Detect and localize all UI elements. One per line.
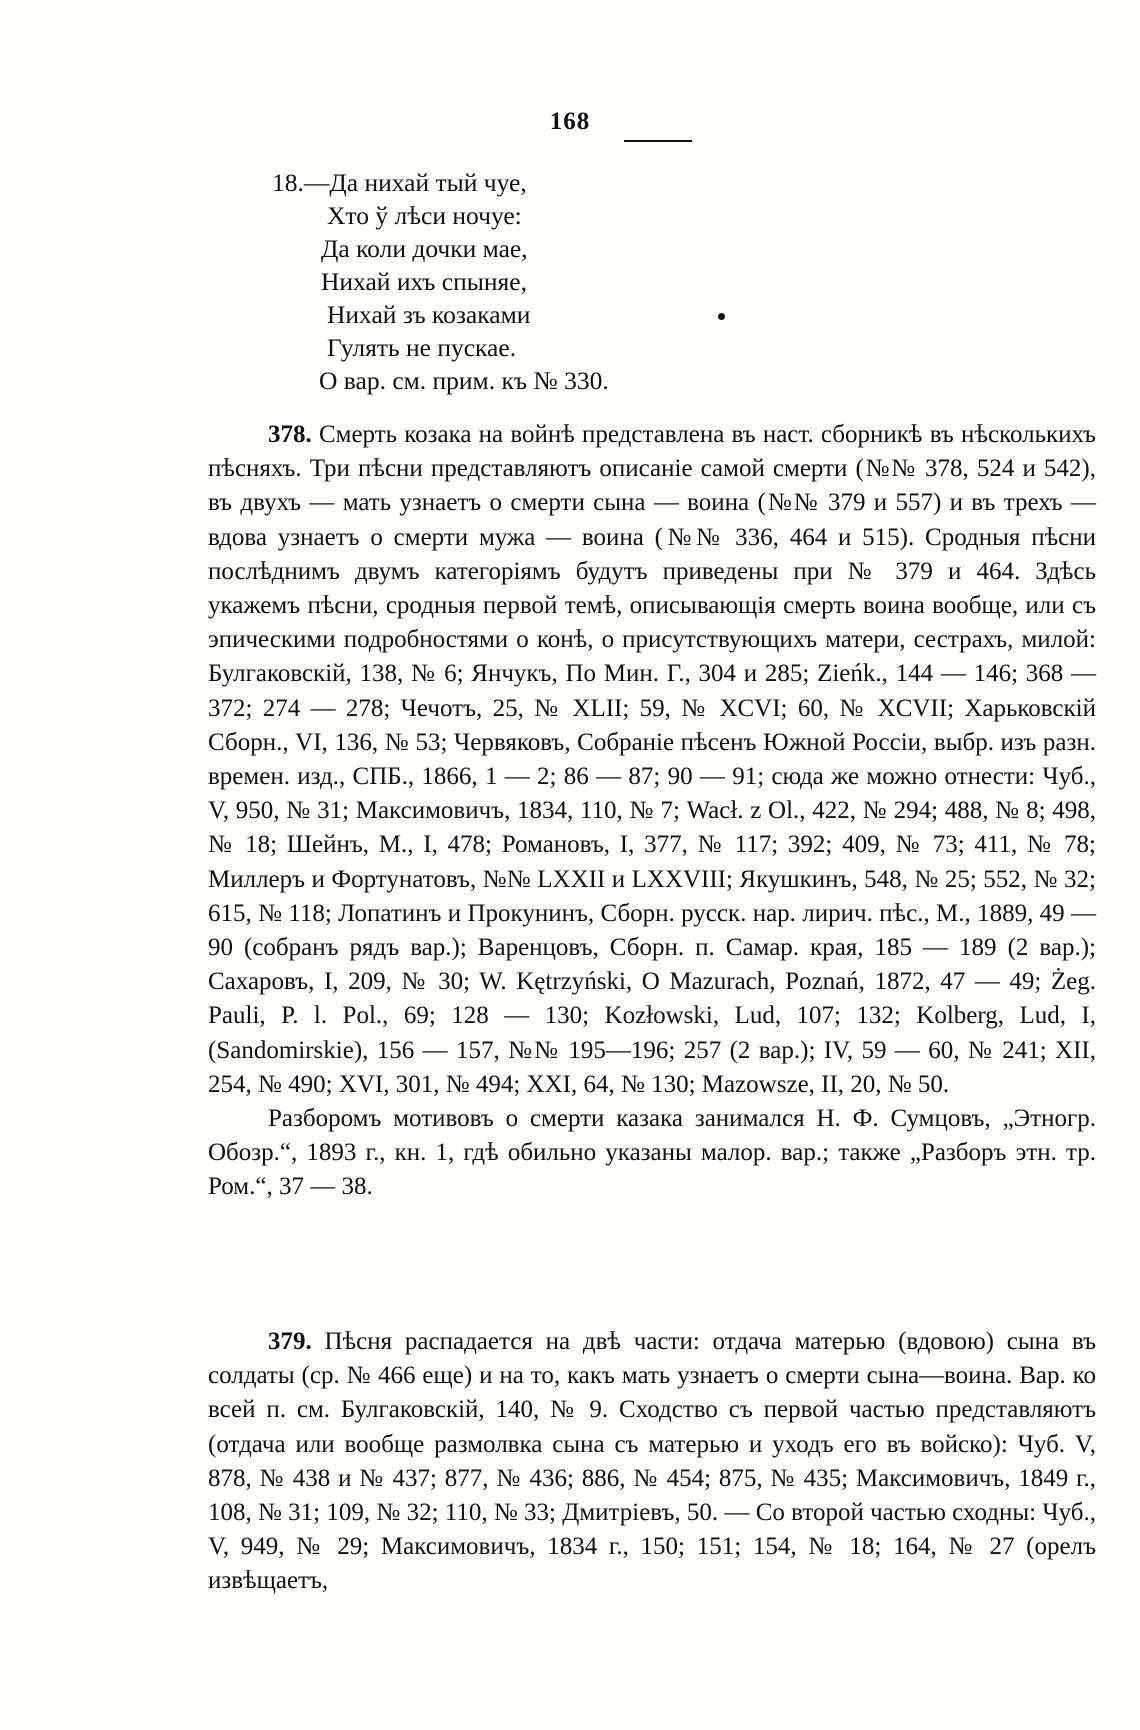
- note-379-paragraph: [208, 1325, 1096, 1599]
- verse-cross-reference: О вар. см. прим. къ № 330.: [319, 366, 609, 395]
- note-378: [208, 418, 1096, 1205]
- page-number-underline: [624, 140, 692, 142]
- verse-line: Нихай зъ козаками: [327, 300, 531, 329]
- verse-line: Гулять не пускае.: [327, 333, 517, 362]
- note-379: [208, 1325, 1096, 1599]
- verse-line: Нихай ихъ спыняе,: [321, 267, 527, 296]
- note-text: Пѣсня распадается на двѣ части: отдача матерью (вдовою) сына въ солдаты (ср. № 466 еще) и на то, какъ мать узнаетъ о смерти сына—воина. Вар. ко всей п. см. Булгаковскій, 140, № 9. Сходство съ первой частью представляютъ (отдача или вообще размолвка сына съ матерью и уходъ его въ войско): Чуб. V, 878, № 438 и № 437; 877, № 436; 886, № 454; 875, № 435; Максимовичъ, 1849 г., 108, № 31; 109, № 32; 110, № 33; Дмитріевъ, 50. — Со второй частью сходны: Чуб., V, 949, № 29; Максимовичъ, 1834 г., 150; 151; 154, № 18; 164, № 27 (орелъ извѣщаетъ,: [208, 1328, 1096, 1595]
- verse-line: 18.—Да нихай тый чуе,: [272, 168, 527, 197]
- note-number: 378.: [268, 421, 312, 448]
- note-378-paragraph: [208, 418, 1096, 1102]
- print-speck: [718, 313, 725, 320]
- note-text: Смерть козака на войнѣ представлена въ наст. сборникѣ въ нѣсколькихъ пѣсняхъ. Три пѣсни представляютъ описаніе самой смерти (№№ 378, 524 и 542), въ двухъ — мать узнаетъ о смерти сына — воина (№№ 379 и 557) и въ трехъ — вдова узнаетъ о смерти мужа — воина (№№ 336, 464 и 515). Сродныя пѣсни послѣднимъ двумъ категоріямъ будутъ приведены при № 379 и 464. Здѣсь укажемъ пѣсни, сродныя первой темѣ, описывающія смерть воина вообще, или съ эпическими подробностями о конѣ, о присутствующихъ матери, сестрахъ, милой: Булгаковскій, 138, № 6; Янчукъ, По Мин. Г., 304 и 285; Zieńk., 144 — 146; 368 — 372; 274 — 278; Чечотъ, 25, № XLII; 59, № XCVI; 60, № XCVII; Харьковскій Сборн., VI, 136, № 53; Червяковъ, Собраніе пѣсенъ Южной Россіи, выбр. изъ разн. времен. изд., СПБ., 1866, 1 — 2; 86 — 87; 90 — 91; сюда же можно отнести: Чуб., V, 950, № 31; Максимовичъ, 1834, 110, № 7; Wacł. z Ol., 422, № 294; 488, № 8; 498, № 18; Шейнъ, М., I, 478; Романовъ, I, 377, № 117; 392; 409, № 73; 411, № 78; Миллеръ и Фортунатовъ, №№ LXXII и LXXVIII; Якушкинъ, 548, № 25; 552, № 32; 615, № 118; Лопатинъ и Прокунинъ, Сборн. русск. нар. лирич. пѣс., М., 1889, 49 — 90 (собранъ рядъ вар.); Варенцовъ, Сборн. п. Самар. края, 185 — 189 (2 вар.); Сахаровъ, I, 209, № 30; W. Kętrzyński, O Mazurach, Poznań, 1872, 47 — 49; Żeg. Pauli, P. l. Pol., 69; 128 — 130; Kozłowski, Lud, 107; 132; Kolberg, Lud, I, (Sandomirskie), 156 — 157, №№ 195—196; 257 (2 вар.); IV, 59 — 60, № 241; XII, 254, № 490; XVI, 301, № 494; XXI, 64, № 130; Mazowsze, II, 20, № 50.: [208, 421, 1096, 1098]
- note-text: Разборомъ мотивовъ о смерти казака занимался Н. Ф. Сумцовъ, „Этногр. Обозр.“, 1893 г., кн. 1, гдѣ обильно указаны малор. вар.; также „Разборъ этн. тр. Ром.“, 37 — 38.: [208, 1105, 1096, 1201]
- note-number: 379.: [268, 1328, 312, 1355]
- verse-line: Хто ў лѣси ночуе:: [327, 201, 522, 230]
- note-378-continuation: [208, 1102, 1096, 1205]
- verse-line: Да коли дочки мае,: [321, 234, 528, 263]
- page-number: 168: [549, 108, 591, 135]
